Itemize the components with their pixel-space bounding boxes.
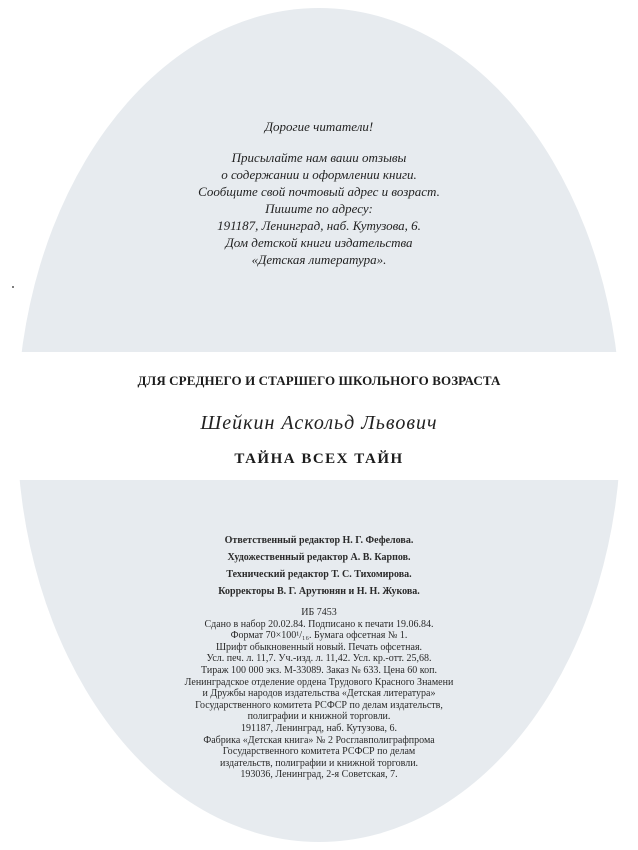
imprint-line: Фабрика «Детская книга» № 2 Росглавполиграфпрома [203,734,435,746]
imprint-line: и Дружбы народов издательства «Детская литература» [202,688,436,700]
imprint-line: Ленинградское отделение ордена Трудового Красного Знамени [184,676,454,688]
letter-line: «Детская литература». [251,252,387,267]
letter-line: Дом детской книги издательства [225,235,413,250]
letter-line: 191187, Ленинград, наб. Кутузова, 6. [217,218,421,233]
imprint-line: 191187, Ленинград, наб. Кутузова, 6. [241,722,397,734]
book-title: ТАЙНА ВСЕХ ТАЙН [234,451,404,467]
imprint-line: Шрифт обыкновенный новый. Печать офсетная. [215,641,423,653]
audience-label: ДЛЯ СРЕДНЕГО И СТАРШЕГО ШКОЛЬНОГО ВОЗРАСТА [137,373,501,388]
staff-line: Корректоры В. Г. Арутюнян и Н. Н. Жукова. [218,586,420,597]
letter-greeting: Дорогие читатели! [264,119,374,134]
letter-line: о содержании и оформлении книги. [221,167,417,182]
imprint-line: ИБ 7453 [301,607,337,618]
imprint-line: Усл. печ. л. 11,7. Уч.-изд. л. 11,42. Усл. кр.-отт. 25,68. [206,653,432,665]
print-speck [12,286,14,288]
imprint-line: издательств, полиграфии и книжной торговли. [219,757,419,769]
imprint-line: Государственного комитета РСФСР по делам издательств, [195,699,443,711]
staff-line: Технический редактор Т. С. Тихомирова. [226,569,412,580]
letter-line: Сообщите свой почтовый адрес и возраст. [198,184,440,199]
author-name: Шейкин Аскольд Львович [200,412,438,434]
imprint-line: 193036, Ленинград, 2-я Советская, 7. [240,769,398,781]
letter-line: Присылайте нам ваши отзывы [231,150,407,165]
publication-imprint [0,607,638,781]
staff-line: Художественный редактор А. В. Карпов. [227,552,411,563]
editorial-staff [0,532,638,600]
imprint-line: полиграфии и книжной торговли. [247,711,391,723]
letter-line: Пишите по адресу: [265,201,373,216]
imprint-line: Государственного комитета РСФСР по делам [222,746,416,758]
readers-letter [0,118,638,268]
imprint-line: Формат 70×100¹/₁₆. Бумага офсетная № 1. [230,630,408,642]
staff-line: Ответственный редактор Н. Г. Фефелова. [224,535,414,546]
imprint-line: Тираж 100 000 экз. М-33089. Заказ № 633. Цена 60 коп. [201,664,437,676]
imprint-line: Сдано в набор 20.02.84. Подписано к печати 19.06.84. [204,618,434,630]
